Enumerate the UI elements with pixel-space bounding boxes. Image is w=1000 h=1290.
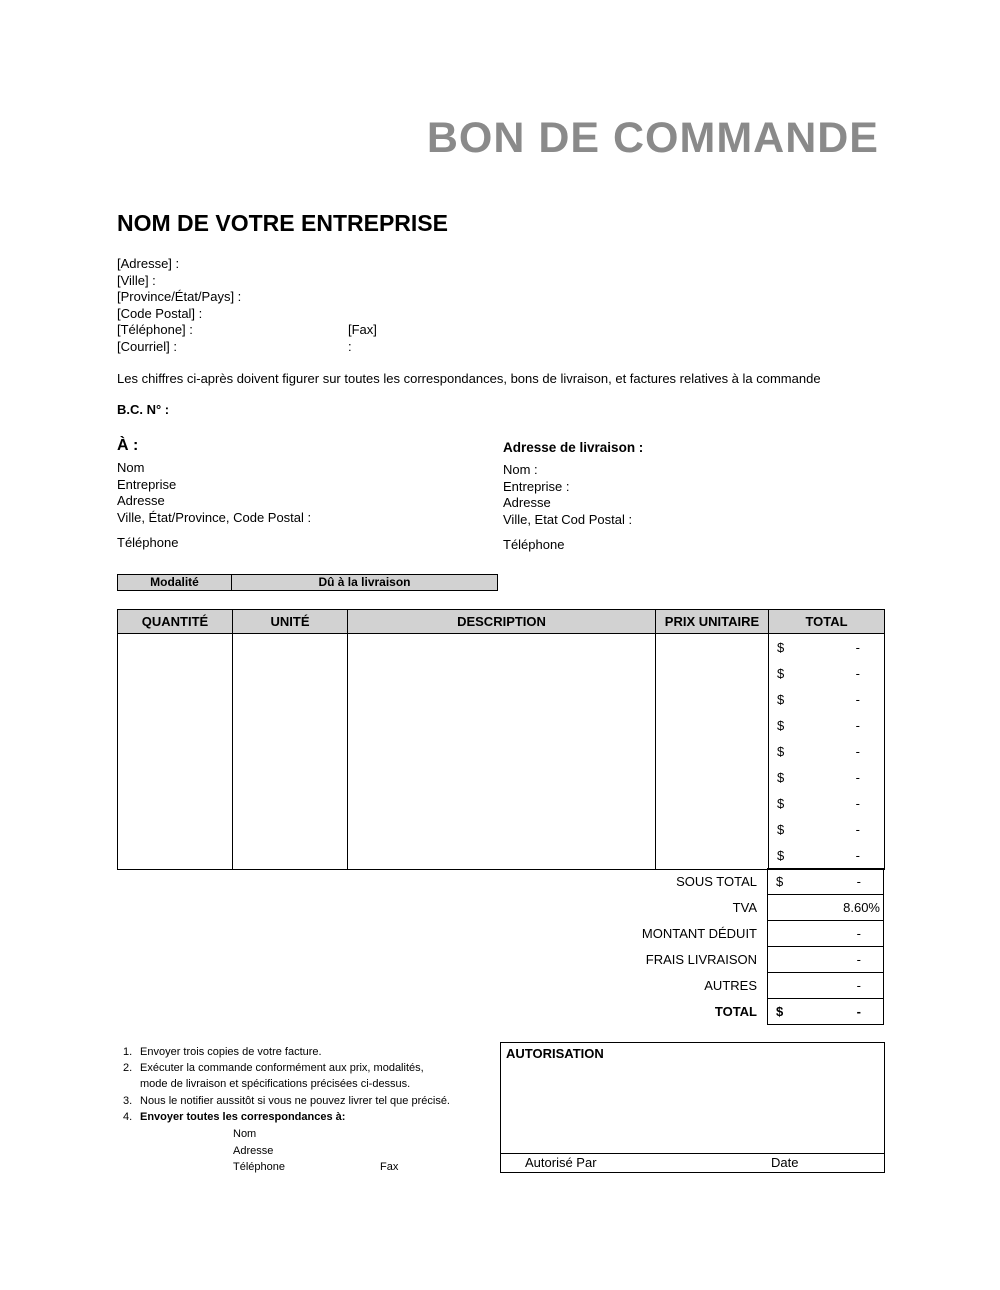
terms-value-cell: Dû à la livraison [231, 574, 498, 591]
instruction-line: Nous le notifier aussitôt si vous ne pouvez livrer tel que précisé. [140, 1094, 450, 1107]
company-province-label: [Province/État/Pays] : [117, 289, 242, 304]
line-total-amount: - [855, 717, 860, 733]
line-total-amount: - [855, 848, 860, 864]
authorization-box [500, 1042, 885, 1173]
line-total-amount: - [855, 639, 860, 655]
items-header-row [118, 610, 885, 634]
ship-to-name-label: Nom : [503, 462, 538, 477]
correspondence-phone-label: Téléphone [233, 1161, 285, 1173]
unit-entry-cell[interactable] [233, 634, 348, 870]
unit-price-entry-cell[interactable] [656, 634, 769, 870]
authorization-footer [501, 1153, 884, 1172]
description-entry-cell[interactable] [348, 634, 656, 870]
line-total-cell [769, 634, 884, 660]
instruction-item [123, 1044, 450, 1060]
company-postal-label: [Code Postal] : [117, 305, 203, 321]
line-total-cell [769, 843, 884, 869]
company-fax-label: [Fax] : [348, 322, 377, 354]
instruction-line: Envoyer toutes les correspondances à: [140, 1110, 346, 1123]
currency-symbol: $ [777, 639, 785, 655]
currency-symbol: $ [776, 1004, 784, 1019]
line-total-amount: - [855, 770, 860, 786]
instruction-text [140, 1109, 345, 1125]
currency-symbol: $ [777, 743, 785, 759]
grand-total-label: TOTAL [714, 1004, 757, 1019]
line-total-cell [769, 817, 884, 843]
instruction-number: 3. [123, 1094, 133, 1107]
currency-symbol: $ [777, 665, 785, 681]
currency-symbol: $ [776, 874, 784, 889]
line-total-cell [769, 791, 884, 817]
tax-value-box [767, 894, 884, 921]
shipping-row [117, 946, 884, 973]
tax-label: TVA [732, 900, 757, 915]
ship-to-address-label: Adresse [503, 495, 551, 510]
deduction-value: - [856, 926, 861, 941]
line-total-amount: - [855, 822, 860, 838]
order-number-label: B.C. N° : [117, 402, 170, 417]
total-column [769, 634, 885, 870]
ship-to-company-label: Entreprise : [503, 478, 570, 494]
instruction-text [140, 1044, 322, 1060]
instruction-text [140, 1093, 450, 1109]
bill-to-company-label: Entreprise [117, 476, 177, 492]
items-body-row [118, 634, 885, 870]
line-total-cell [769, 686, 884, 712]
correspondence-address-label: Adresse [233, 1144, 274, 1157]
bill-to-title: À : [117, 437, 139, 454]
col-header-unit: UNITÉ [233, 610, 348, 634]
payment-terms-table [117, 574, 498, 591]
instruction-item [123, 1093, 450, 1109]
col-header-quantity: QUANTITÉ [118, 610, 233, 634]
other-row [117, 972, 884, 999]
correspondence-fax-label: Fax [380, 1161, 399, 1173]
correspondence-note: Les chiffres ci-après doivent figurer sur toutes les correspondances, bons de livraison, et factures relatives à la commande [117, 371, 821, 386]
line-total-cell [769, 738, 884, 764]
instruction-number: 4. [123, 1110, 133, 1123]
quantity-entry-cell[interactable] [118, 634, 233, 870]
correspondence-name-label: Nom [233, 1128, 257, 1140]
authorization-title: AUTORISATION [506, 1046, 604, 1061]
tax-rate-value: 8.60% [843, 900, 880, 915]
currency-symbol: $ [777, 691, 785, 707]
line-total-amount: - [855, 743, 860, 759]
grand-total-row [117, 998, 884, 1025]
company-name: NOM DE VOTRE ENTREPRISE [117, 210, 448, 236]
grand-total-value: - [856, 1004, 861, 1019]
currency-symbol: $ [777, 796, 785, 812]
currency-symbol: $ [777, 770, 785, 786]
subtotal-label: SOUS TOTAL [676, 874, 757, 889]
instruction-text [140, 1060, 424, 1092]
instructions-list [123, 1044, 450, 1125]
instruction-number: 2. [123, 1062, 133, 1075]
bill-to-city-label: Ville, État/Province, Code Postal : [117, 509, 312, 525]
col-header-unit-price: PRIX UNITAIRE [656, 610, 769, 634]
authorized-by-label: Autorisé Par [525, 1155, 597, 1170]
company-phone-label: [Téléphone] : [117, 322, 193, 337]
date-label: Date [771, 1155, 799, 1170]
other-value: - [856, 978, 861, 993]
line-total-amount: - [855, 665, 860, 681]
deduction-label: MONTANT DÉDUIT [641, 926, 757, 941]
company-address-label: [Adresse] : [117, 256, 180, 271]
grand-total-value-box [767, 998, 884, 1025]
bill-to-section [117, 437, 311, 552]
bill-to-phone-label: Téléphone [117, 535, 179, 550]
ship-to-city-label: Ville, Etat Cod Postal : [503, 511, 633, 527]
deduction-value-box [767, 920, 884, 947]
line-total-cell [769, 765, 884, 791]
line-total-list [769, 634, 884, 869]
instruction-line: Exécuter la commande conformément aux prix, modalités, [140, 1062, 424, 1075]
line-total-amount: - [855, 691, 860, 707]
line-total-cell [769, 712, 884, 738]
company-city-label: [Ville] : [117, 272, 156, 288]
col-header-description: DESCRIPTION [348, 610, 656, 634]
other-value-box [767, 972, 884, 999]
ship-to-title: Adresse de livraison : [503, 440, 644, 455]
company-info-block [117, 256, 377, 355]
currency-symbol: $ [777, 717, 785, 733]
subtotal-row [117, 868, 884, 895]
instruction-line: Envoyer trois copies de votre facture. [140, 1046, 322, 1058]
instruction-item [123, 1109, 450, 1125]
currency-symbol: $ [777, 822, 785, 838]
instruction-number: 1. [123, 1046, 133, 1058]
authorization-signature-area[interactable] [501, 1065, 884, 1153]
deduction-row [117, 920, 884, 947]
terms-label-cell: Modalité [117, 574, 232, 591]
shipping-label: FRAIS LIVRAISON [645, 952, 757, 967]
ship-to-section [503, 437, 643, 554]
line-total-cell [769, 660, 884, 686]
shipping-value: - [856, 952, 861, 967]
subtotal-value-box [767, 868, 884, 895]
bill-to-name-label: Nom [117, 460, 145, 475]
company-email-label: [Courriel] : [117, 338, 177, 354]
totals-summary [117, 868, 884, 1025]
instruction-line: mode de livraison et spécifications précisées ci-dessus. [140, 1078, 411, 1091]
correspondence-block [233, 1126, 399, 1176]
subtotal-value: - [856, 874, 861, 889]
correspondence-phone-line [233, 1159, 399, 1176]
line-total-amount: - [855, 796, 860, 812]
instruction-item [123, 1060, 450, 1092]
document-title: BON DE COMMANDE [426, 114, 879, 162]
bill-to-address-label: Adresse [117, 493, 165, 508]
ship-to-phone-label: Téléphone [503, 537, 565, 552]
other-label: AUTRES [704, 978, 757, 993]
currency-symbol: $ [777, 848, 785, 864]
shipping-value-box [767, 946, 884, 973]
col-header-total: TOTAL [769, 610, 885, 634]
tax-row [117, 894, 884, 921]
line-items-table [117, 609, 885, 870]
